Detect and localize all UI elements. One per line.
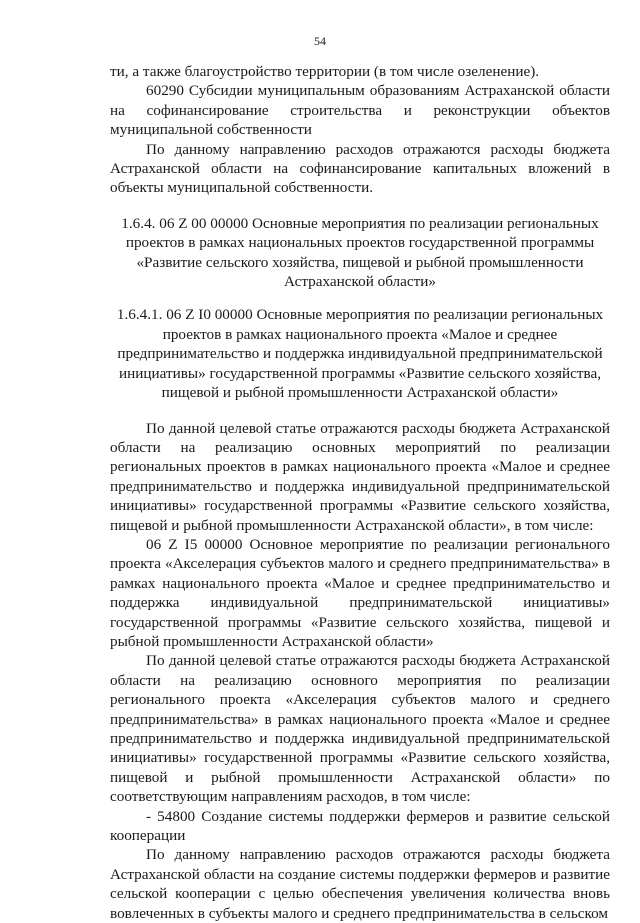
paragraph-54800-description: По данному направлению расходов отражаются расходы бюджета Астраханской области на создание системы поддержки фермеров и развитие сельской кооперации с целью обеспечения увеличения количества вновь вовлеченных в субъекты малого и среднего предпринимательства в сельском <box>110 846 610 922</box>
section-heading-1-6-4-1: 1.6.4.1. 06 Z I0 00000 Основные мероприятия по реализации региональных проектов в рамках национального проекта «Малое и среднее предпринимательство и поддержка индивидуальной предпринимательской инициативы» государственной программы «Развитие сельского хозяйства, пищевой и рыбной промышленности Астраханской области» <box>116 306 604 402</box>
paragraph-06-z-i5-description: По данной целевой статье отражаются расходы бюджета Астраханской области на реализацию основного мероприятия по реализации регионального проекта «Акселерация субъектов малого и среднего предпринимательства» в рамках национального проекта «Малое и среднее предпринимательство и поддержка индивидуальной предпринимательской инициативы» государственной программы «Развитие сельского хозяйства, пищевой и рыбной промышленности Астраханской области» по соответствующим направлениям расходов, в том числе: <box>110 652 610 806</box>
section-heading-1-6-4: 1.6.4. 06 Z 00 00000 Основные мероприятия по реализации региональных проектов в рамках национальных проектов государственной программы «Развитие сельского хозяйства, пищевой и рыбной промышленности Астраханской области» <box>121 214 599 291</box>
paragraph-60290: 60290 Субсидии муниципальным образованиям Астраханской области на софинансирование строительства и реконструкции объектов муниципальной собственности <box>110 82 610 139</box>
paragraph-target-article: По данной целевой статье отражаются расходы бюджета Астраханской области на реализацию основных мероприятий по реализации региональных проектов в рамках национального проекта «Малое и среднее предпринимательство и поддержка индивидуальной предпринимательской инициативы» государственной программы «Развитие сельского хозяйства, пищевой и рыбной промышленности Астраханской области», в том числе: <box>110 419 610 534</box>
paragraph-continuation: ти, а также благоустройство территории (в том числе озеленение). <box>110 63 540 80</box>
page-number: 54 <box>314 34 326 48</box>
document-body <box>110 62 610 923</box>
paragraph-06-z-i5: 06 Z I5 00000 Основное мероприятие по реализации регионального проекта «Акселерация субъектов малого и среднего предпринимательства» в рамках национального проекта «Малое и среднее предпринимательство и поддержка индивидуальной предпринимательской инициативы» государственной программы «Развитие сельского хозяйства, пищевой и рыбной промышленности Астраханской области» <box>110 535 610 650</box>
paragraph-54800: - 54800 Создание системы поддержки фермеров и развитие сельской кооперации <box>110 807 610 845</box>
paragraph-60290-description: По данному направлению расходов отражаются расходы бюджета Астраханской области на софинансирование капитальных вложений в объекты муниципальной собственности. <box>110 140 610 197</box>
